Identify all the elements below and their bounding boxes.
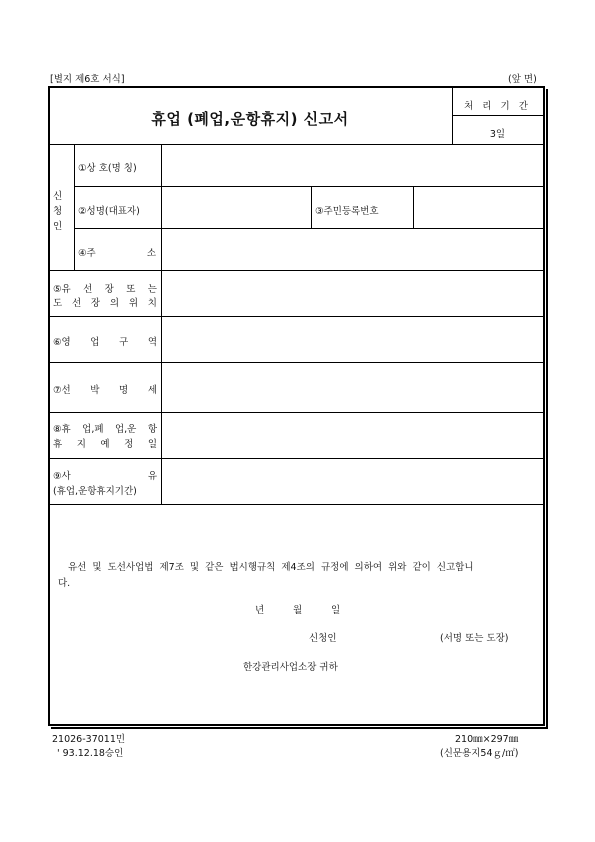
- page-side: (앞 면): [508, 74, 537, 85]
- label-part: 선: [71, 298, 82, 309]
- divider: [74, 144, 75, 270]
- location-label-line2: [53, 295, 157, 309]
- label-part: 장: [104, 284, 114, 295]
- address-field[interactable]: [162, 229, 544, 269]
- label-part: 선: [83, 284, 93, 295]
- reason-label-line2: (휴업,운항휴지기간): [53, 486, 137, 497]
- signature-field[interactable]: [345, 626, 435, 644]
- label-part: 예: [100, 439, 110, 450]
- label-part: 휴: [53, 439, 63, 450]
- divider: [452, 115, 543, 116]
- applicant-label-1: 신: [53, 191, 63, 202]
- date-month: 월: [293, 605, 303, 616]
- label-part: ⑧휴: [53, 424, 71, 435]
- applicant-label-2: 청: [53, 206, 63, 217]
- label-part: 구: [119, 337, 129, 348]
- divider: [311, 186, 312, 228]
- label-part: ⑥영: [53, 337, 71, 348]
- form-title: 휴업 (폐업,운항휴지) 신고서: [151, 110, 349, 128]
- schedule-field[interactable]: [162, 413, 544, 457]
- label-part: 일: [147, 439, 157, 450]
- form-number: [별지 제6호 서식]: [50, 74, 125, 85]
- paper-type: (신문용지54ｇ/㎡): [440, 748, 519, 759]
- declaration-statement: 유선 및 도선사업법 제7조 및 같은 법시행규칙 제4조의 규정에 의하여 위와 같이 신고합니: [68, 562, 474, 573]
- label-part: 업,운: [114, 424, 137, 435]
- label-part: ⑨사: [53, 471, 71, 482]
- trade-name-label: ①상 호(명 칭): [78, 163, 137, 174]
- label-part: 도: [53, 298, 63, 309]
- applicant-label-3: 인: [53, 221, 63, 232]
- label-part: 유: [147, 471, 157, 482]
- vessel-label: [53, 382, 157, 396]
- label-part: 장: [90, 298, 101, 309]
- label-part: ⑦선: [53, 385, 71, 396]
- business-area-field[interactable]: [162, 317, 544, 361]
- reason-field[interactable]: [162, 459, 544, 503]
- signature-note: (서명 또는 도장): [440, 633, 509, 644]
- address-label-start: ④주: [78, 248, 96, 259]
- name-field[interactable]: [162, 187, 310, 227]
- location-label-line1: [53, 281, 157, 295]
- processing-label: 처 리 기 간: [464, 101, 531, 112]
- location-field[interactable]: [162, 271, 544, 315]
- label-part: 위: [128, 298, 138, 309]
- label-part: 역: [147, 337, 157, 348]
- divider: [50, 504, 545, 505]
- resident-number-label: ③주민등록번호: [315, 206, 379, 217]
- label-part: 업: [90, 337, 100, 348]
- date-day: 일: [331, 605, 341, 616]
- label-part: 항: [147, 424, 157, 435]
- resident-number-field[interactable]: [414, 187, 544, 227]
- reason-label-line1: [53, 468, 157, 482]
- label-part: 는: [147, 284, 157, 295]
- addressee: 한강관리사업소장 귀하: [243, 662, 338, 673]
- address-label: [78, 245, 156, 259]
- declaration-statement-end: 다.: [58, 578, 71, 589]
- address-label-end: 소: [146, 248, 156, 259]
- vessel-field[interactable]: [162, 363, 544, 411]
- form-code: 21026-37011민: [52, 734, 126, 745]
- schedule-label-line1: [53, 421, 157, 435]
- paper-size: 210㎜×297㎜: [455, 734, 519, 745]
- business-area-label: [53, 334, 157, 348]
- label-part: 박: [90, 385, 100, 396]
- label-part: 지: [76, 439, 86, 450]
- applicant-sign-label: 신청인: [309, 633, 337, 644]
- label-part: 업,폐: [82, 424, 104, 435]
- approval-date: ' 93.12.18승인: [57, 748, 124, 759]
- label-part: 세: [147, 385, 157, 396]
- label-part: ⑤유: [53, 284, 71, 295]
- name-label: ②성명(대표자): [78, 206, 140, 217]
- label-part: 의: [109, 298, 120, 309]
- label-part: 치: [147, 298, 157, 309]
- processing-period: 3일: [489, 129, 506, 140]
- label-part: 명: [119, 385, 129, 396]
- date-year: 년: [255, 605, 265, 616]
- schedule-label-line2: [53, 436, 157, 450]
- trade-name-field[interactable]: [162, 145, 544, 185]
- label-part: 또: [126, 284, 136, 295]
- label-part: 정: [124, 439, 134, 450]
